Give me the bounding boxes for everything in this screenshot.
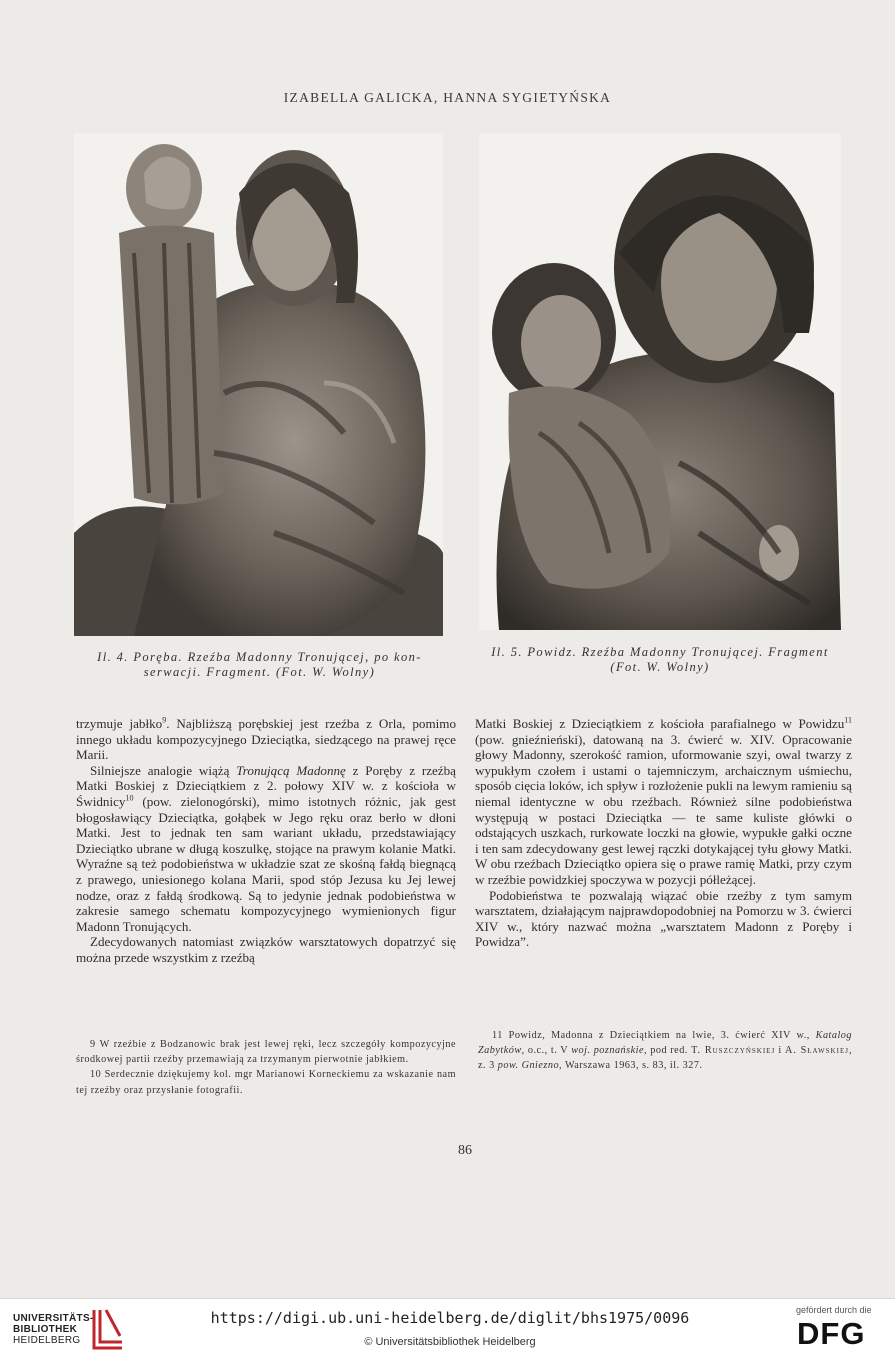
footnote-9 bbox=[76, 1037, 456, 1067]
footnote-number: 11 bbox=[492, 1030, 503, 1041]
text-emphasis: Tronującą Madonnę bbox=[236, 762, 346, 778]
body-text-right-column bbox=[475, 716, 852, 950]
viewer-footer bbox=[0, 1298, 895, 1360]
library-name-line: HEIDELBERG bbox=[13, 1335, 81, 1346]
figure-4-caption bbox=[62, 650, 457, 680]
figure-5-caption bbox=[470, 645, 850, 675]
text-run: trzymuje jabłko bbox=[76, 716, 163, 731]
madonna-powidz-image bbox=[479, 133, 841, 630]
paragraph bbox=[475, 716, 852, 888]
footnote-number: 10 bbox=[90, 1069, 102, 1081]
library-name-line: UNIVERSITÄTS- bbox=[13, 1313, 94, 1324]
footnote-text: Serdecznie dziękujemy kol. mgr Marianowi Korneckiemu za wskazanie nam tej rzeźby oraz przysłanie fotografii. bbox=[76, 1069, 457, 1096]
text-run: z Poręby z rzeźbą Matki Boskiej z Dzieciątkiem z 2. połowy XIV w. z kościoła w Świdnicy bbox=[76, 762, 456, 809]
footnote-number: 9 bbox=[90, 1039, 96, 1050]
footnote-ref-10: 10 bbox=[125, 793, 134, 803]
text-emphasis: pow. Gniezno bbox=[497, 1060, 560, 1072]
footnote-ref-11: 11 bbox=[844, 715, 852, 725]
text-run: i bbox=[775, 1045, 785, 1057]
footnote-11 bbox=[478, 1028, 852, 1074]
library-name[interactable] bbox=[13, 1313, 94, 1346]
paragraph bbox=[76, 716, 456, 763]
footnotes-left bbox=[76, 1037, 456, 1098]
author-name: A. Sławskiej bbox=[784, 1045, 849, 1057]
text-run: (pow. gnieźnieński), datowaną na 3. ćwierć w. XIV. Opracowanie głowy Madonny, szerokość ramion, uformowanie szyi, owal twarzy z wypukłym czołem i ustami o tajemniczym, archaicznym uśmiechu, sposób cięcia loków, ich spływ i rozłożenie pukli na lewym ramieniu są niemal identyczne w obu rzeźbach. Również silne podobieństwa występują w postaci Dzieciątka — te same kuliste główki o odstających uszkach, rurkowate loczki na głowie, wypukłe gałki oczne i ten sam zdecydowany gest lewej rączki dotykającej tyłu głowy Matki. W obu rzeźbach Dzieciątko opiera się o prawe ramię Matki, przy czym w rzeźbie powidzkiej spoczywa w pozycji półleżącej. bbox=[475, 731, 852, 887]
text-run: , pod red. bbox=[644, 1045, 692, 1057]
funding-label: gefördert durch die bbox=[796, 1305, 872, 1315]
page-number: 86 bbox=[458, 1143, 472, 1158]
text-run: Silniejsze analogie wiążą bbox=[90, 762, 237, 778]
text-emphasis: woj. poznańskie bbox=[571, 1045, 644, 1057]
author-name: T. Ruszczyńskiej bbox=[691, 1045, 776, 1057]
figure-4-caption-line: serwacji. Fragment. (Fot. W. Wolny) bbox=[143, 665, 376, 679]
madonna-poreba-image bbox=[74, 133, 443, 636]
footnotes-right bbox=[478, 1028, 852, 1074]
figure-4-photo bbox=[74, 133, 443, 636]
university-library-logo-icon[interactable] bbox=[90, 1306, 126, 1352]
body-text-left-column bbox=[76, 716, 456, 966]
figure-5-caption-line: (Fot. W. Wolny) bbox=[610, 660, 710, 674]
footnote-text: W rzeźbie z Bodzanowic brak jest lewej ręki, lecz szczegóły kompozycyjne środkowej partii rzeźby przemawiają za trzymanym pierwotnie jabłkiem. bbox=[76, 1039, 456, 1066]
library-name-line: BIBLIOTHEK bbox=[13, 1324, 78, 1335]
permalink-url[interactable]: https://digi.ub.uni-heidelberg.de/diglit/bhs1975/0096 bbox=[210, 1309, 690, 1327]
copyright-notice: © Universitätsbibliothek Heidelberg bbox=[364, 1336, 536, 1348]
text-run: Matki Boskiej z Dzieciątkiem z kościoła parafialnego w Powidzu bbox=[475, 716, 845, 731]
footnote-ref-9: 9 bbox=[162, 715, 167, 725]
paragraph: Zdecydowanych natomiast związków warsztatowych dopatrzyć się można przede wszystkim z rzeźbą bbox=[76, 934, 456, 965]
text-run: (pow. zielonogórski), mimo istotnych różnic, jak gest błogosławiący Dzieciątka, gołąbek w Jego ręku oraz berło w dłoni Matki. Jest to jednak ten sam wariant układu, przedstawiający Dzieciątko ubrane w długą koszulkę, stojące na prawym kolanie Matki. Wyraźne są też podobieństwa w układzie szat ze skośną fałdą biegnącą z prawego, uniesionego kolana Marii, spod stóp Jezusa ku Jej lewej nodze, oraz z fałdą środkową. Są to jedynie jednak podobieństwa w zakresie samego schematu kompozycyjnego wymienionych figur Madonn Tronujących. bbox=[76, 793, 456, 934]
figure-4-caption-line: Il. 4. Poręba. Rzeźba Madonny Tronującej, po kon- bbox=[97, 650, 422, 664]
text-run: , Warszawa 1963, s. 83, il. 327. bbox=[559, 1060, 703, 1072]
text-emphasis: Katalog Zabytków bbox=[478, 1030, 852, 1057]
dfg-logo[interactable]: DFG bbox=[797, 1316, 866, 1351]
figure-5-photo bbox=[479, 133, 841, 630]
text-run: . Najbliższą porębskiej jest rzeźba z Orla, pomimo innego układu kompozycyjnego Dzieciątka, siedzącego na prawej ręce Marii. bbox=[76, 716, 456, 763]
paragraph bbox=[76, 763, 456, 935]
text-run: Powidz, Madonna z Dzieciątkiem na lwie, 3. ćwierć XIV w., bbox=[508, 1030, 816, 1041]
text-run: , z. 3 bbox=[478, 1045, 852, 1072]
figure-5-caption-line: Il. 5. Powidz. Rzeźba Madonny Tronującej. Fragment bbox=[491, 645, 829, 659]
running-head: IZABELLA GALICKA, HANNA SYGIETYŃSKA bbox=[283, 90, 612, 105]
text-run: , o.c., t. V bbox=[521, 1045, 572, 1057]
footnote-10 bbox=[76, 1067, 456, 1097]
paragraph: Podobieństwa te pozwalają wiązać obie rzeźby z tym samym warsztatem, działającym najprawdopodobniej na Pomorzu w 3. ćwierci XIV w., który nazwać można „warsztatem Madonn z Poręby i Powidza”. bbox=[475, 887, 852, 950]
